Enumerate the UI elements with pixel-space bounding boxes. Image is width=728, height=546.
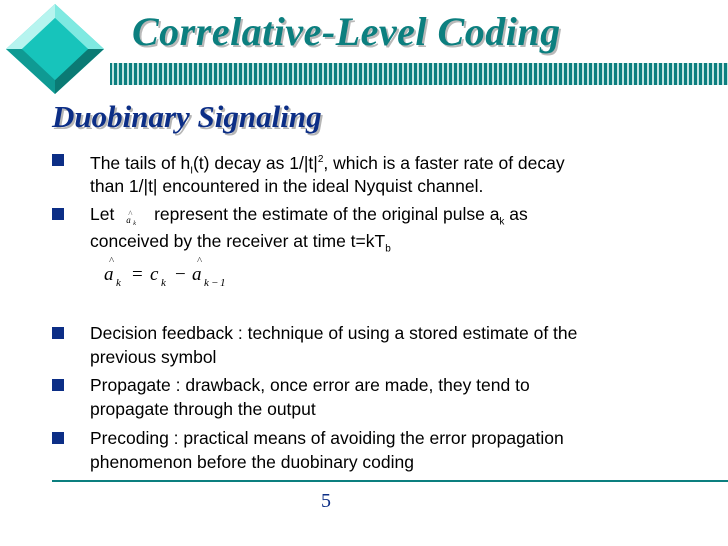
page-number: 5	[321, 490, 331, 512]
formula-sub-k2: k	[161, 277, 166, 289]
estimate-formula	[104, 255, 304, 298]
bullet-2-line-2: conceived by the receiver at time $t=kT_b$	[90, 231, 391, 255]
formula-minus: −	[175, 264, 186, 285]
formula-sub-k1: k	[116, 277, 121, 289]
bullet-4-line-1: Propagate : drawback, once error are made, they tend to	[90, 375, 530, 395]
bullet-2-line-1: Let ^ a k represent the estimate of the original pulse $a_k$ as	[90, 204, 528, 228]
formula-a-hat: a	[104, 264, 114, 285]
bullet-5-line-1: Precoding : practical means of avoiding the error propagation	[90, 428, 564, 448]
bullet-1-line-2: than 1/|t| encountered in the ideal Nyquist channel.	[90, 176, 484, 196]
footer-divider	[52, 480, 728, 482]
bullet-3-line-1: Decision feedback : technique of using a stored estimate of the	[90, 323, 578, 343]
bullet-3-line-2: previous symbol	[90, 347, 217, 367]
formula-equals: =	[132, 264, 143, 285]
formula-sub-k3: k	[204, 277, 209, 289]
slide-subtitle: Duobinary Signaling	[52, 99, 322, 134]
formula-a-hat-prev: a	[192, 264, 202, 285]
bullet-4-line-2: propagate through the output	[90, 399, 316, 419]
bullet-marker	[52, 208, 64, 220]
formula-sub-one: 1	[220, 277, 226, 289]
formula-hat-2: ^	[197, 255, 203, 267]
formula-hat-1: ^	[109, 255, 115, 267]
slide-title: Correlative-Level Coding	[132, 9, 561, 54]
inline-estimate-symbol: ^ a k	[126, 209, 136, 228]
bullet-marker	[52, 154, 64, 166]
bullet-1-line-1: The tails of $h_I(t)$ decay as $1/|t|^2$, which is a faster rate of decay	[90, 152, 565, 177]
bullet-marker	[52, 327, 64, 339]
diamond-logo-icon	[0, 0, 110, 98]
bullet-marker	[52, 379, 64, 391]
bullet-marker	[52, 432, 64, 444]
striped-header-band	[110, 63, 728, 85]
formula-c: c	[150, 264, 159, 285]
formula-sub-minus: −	[211, 277, 219, 289]
bullet-5-line-2: phenomenon before the duobinary coding	[90, 452, 414, 472]
